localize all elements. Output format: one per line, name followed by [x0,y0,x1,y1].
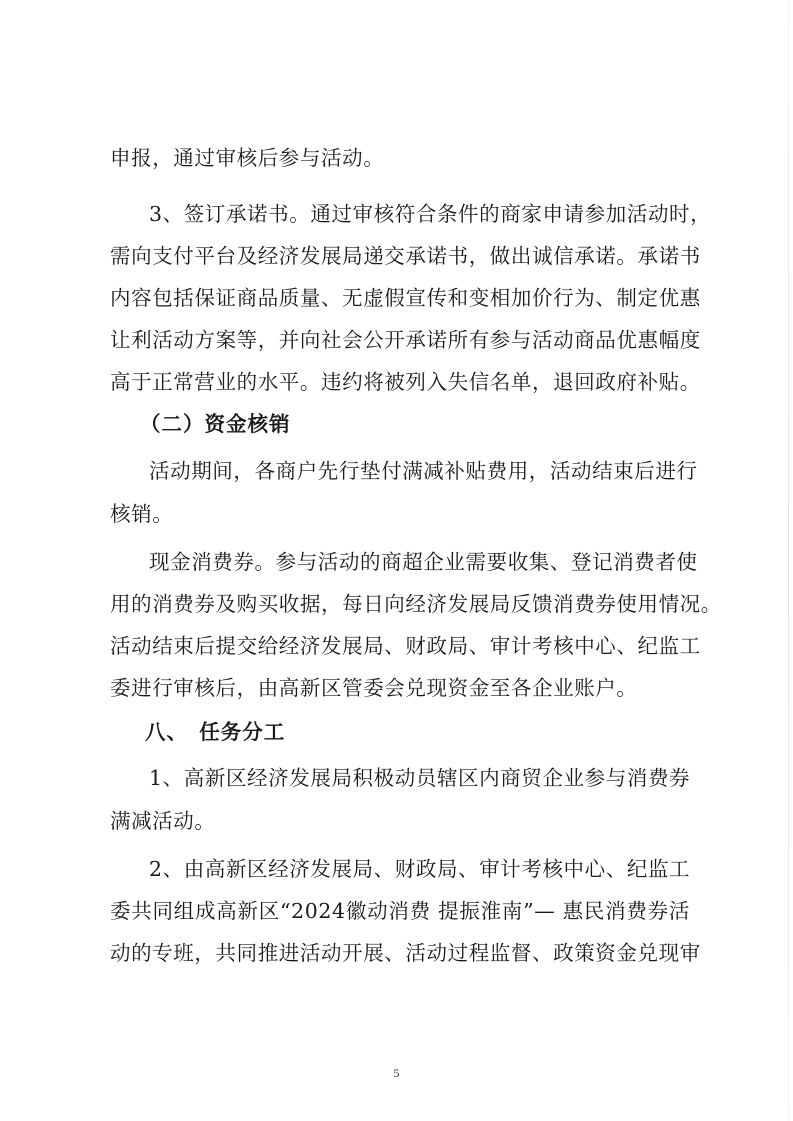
paragraph-line: 委进行审核后，由高新区管委会兑现资金至各企业账户。 [110,676,638,700]
paragraph-line: 活动结束后提交给经济发展局、财政局、审计考核中心、纪监工 [110,634,701,658]
paragraph-line: 内容包括保证商品质量、无虚假宣传和变相加价行为、制定优惠 [110,286,701,310]
paragraph-line: 2、由高新区经济发展局、财政局、审计考核中心、纪监工 [149,857,691,881]
paragraph-line: 核销。 [110,502,174,526]
paragraph-line: 申报，通过审核后参与活动。 [110,146,385,170]
page-number: 5 [393,1066,400,1080]
paragraph-line: 委共同组成高新区“2024徽动消费 提振淮南”— 惠民消费券活 [110,899,690,923]
paragraph-line: 活动期间，各商户先行垫付满减补贴费用，活动结束后进行 [149,459,698,483]
paragraph-line: 满减活动。 [110,809,216,833]
paragraph-line: 1、高新区经济发展局积极动员辖区内商贸企业参与消费券 [149,766,691,790]
scan-edge-shadow [788,0,789,1121]
paragraph-line: 3、签订承诺书。通过审核符合条件的商家申请参加活动时， [149,202,712,226]
section-heading: 八、 任务分工 [145,720,286,744]
paragraph-line: 高于正常营业的水平。违约将被列入失信名单，退回政府补贴。 [110,370,701,394]
paragraph-line: 让利活动方案等，并向社会公开承诺所有参与活动商品优惠幅度 [110,328,701,352]
paragraph-line: 动的专班，共同推进活动开展、活动过程监督、政策资金兑现审 [110,941,701,965]
paragraph-line: 需向支付平台及经济发展局递交承诺书，做出诚信承诺。承诺书 [110,244,701,268]
section-heading: （二）资金核销 [140,412,291,436]
paragraph-line: 用的消费券及购买收据，每日向经济发展局反馈消费券使用情况。 [110,592,722,616]
paragraph-line: 现金消费券。参与活动的商超企业需要收集、登记消费者使 [149,550,698,574]
